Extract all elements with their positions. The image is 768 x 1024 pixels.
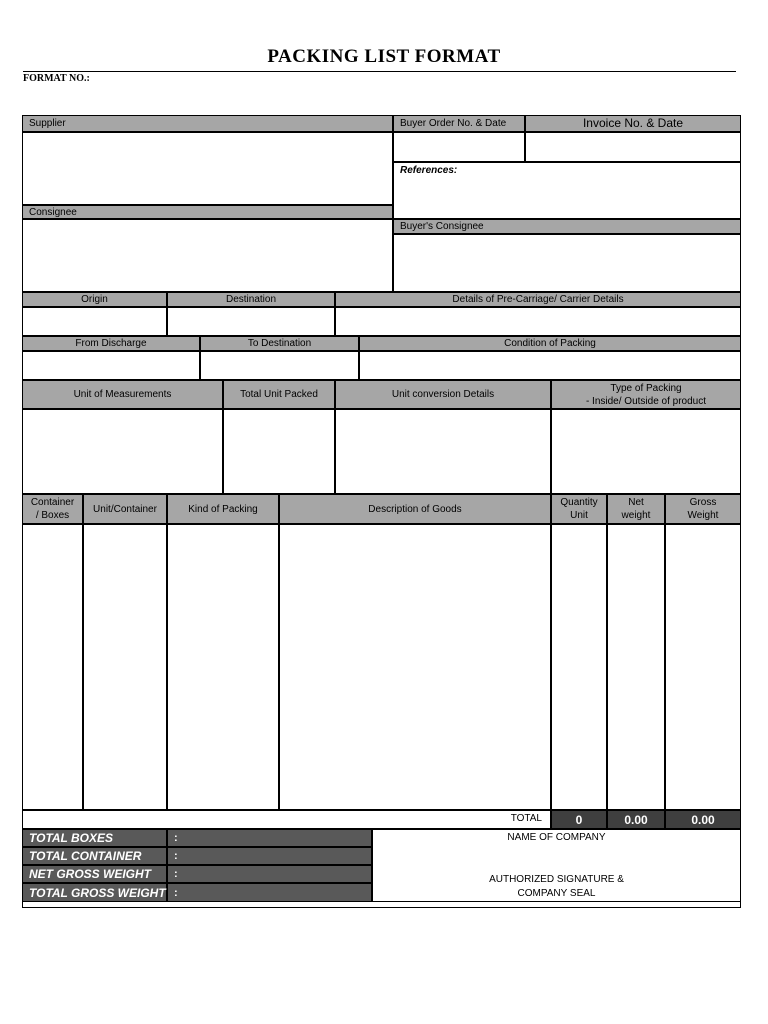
summary-total-container: TOTAL CONTAINER — [22, 847, 167, 865]
col-net-line-1: Net — [628, 497, 644, 508]
from-discharge-field[interactable] — [22, 351, 200, 380]
destination-field[interactable] — [167, 307, 335, 336]
body-col-gross[interactable] — [665, 524, 741, 810]
body-col-net[interactable] — [607, 524, 665, 810]
summary-total-gross-weight: TOTAL GROSS WEIGHT — [22, 883, 167, 902]
consignee-header: Consignee — [22, 205, 393, 219]
col-container-line-1: Container — [30, 497, 75, 508]
to-destination-field[interactable] — [200, 351, 359, 380]
type-packing-header — [551, 380, 741, 409]
body-col-container[interactable] — [22, 524, 83, 810]
body-col-kind-packing[interactable] — [167, 524, 279, 810]
summary-total-boxes-value[interactable]: : — [167, 829, 372, 847]
supplier-field[interactable] — [22, 132, 393, 205]
signature-line-1: AUTHORIZED SIGNATURE & — [489, 874, 624, 885]
conversion-header: Unit conversion Details — [335, 380, 551, 409]
col-kind-packing: Kind of Packing — [167, 494, 279, 524]
condition-packing-field[interactable] — [359, 351, 741, 380]
col-net-line-2: weight — [621, 510, 651, 521]
type-packing-field[interactable] — [551, 409, 741, 494]
page-title: PACKING LIST FORMAT — [267, 46, 501, 67]
total-gross-weight: 0.00 — [665, 810, 741, 829]
col-description: Description of Goods — [279, 494, 551, 524]
conversion-field[interactable] — [335, 409, 551, 494]
unit-measurements-field[interactable] — [22, 409, 223, 494]
pre-carriage-field[interactable] — [335, 307, 741, 336]
invoice-field[interactable] — [525, 132, 741, 162]
title-rule — [23, 71, 736, 72]
buyer-order-header: Buyer Order No. & Date — [393, 115, 525, 132]
total-net-weight: 0.00 — [607, 810, 665, 829]
type-packing-line-2: - Inside/ Outside of product — [585, 395, 707, 407]
references-label: References: — [400, 165, 458, 176]
origin-header: Origin — [22, 292, 167, 307]
supplier-header: Supplier — [22, 115, 393, 132]
from-discharge-header: From Discharge — [22, 336, 200, 351]
consignee-field[interactable] — [22, 219, 393, 292]
format-no-label: FORMAT NO.: — [23, 73, 90, 84]
col-gross-weight — [665, 494, 741, 524]
summary-total-gross-weight-value[interactable]: : — [167, 883, 372, 902]
type-packing-line-1: Type of Packing — [610, 382, 682, 394]
buyer-order-field[interactable] — [393, 132, 525, 162]
summary-net-gross-weight-value[interactable]: : — [167, 865, 372, 883]
summary-total-container-value[interactable]: : — [167, 847, 372, 865]
unit-measurements-header: Unit of Measurements — [22, 380, 223, 409]
pre-carriage-header: Details of Pre-Carriage/ Carrier Details — [335, 292, 741, 307]
total-unit-packed-header: Total Unit Packed — [223, 380, 335, 409]
col-quantity-line-1: Quantity — [560, 497, 598, 508]
condition-packing-header: Condition of Packing — [359, 336, 741, 351]
body-col-quantity[interactable] — [551, 524, 607, 810]
buyers-consignee-field[interactable] — [393, 234, 741, 292]
total-quantity: 0 — [551, 810, 607, 829]
company-name-label: NAME OF COMPANY — [507, 832, 606, 843]
body-col-description[interactable] — [279, 524, 551, 810]
col-unit-container: Unit/Container — [83, 494, 167, 524]
buyers-consignee-header: Buyer's Consignee — [393, 219, 741, 234]
signature-line-2: COMPANY SEAL — [517, 888, 596, 899]
summary-total-boxes: TOTAL BOXES — [22, 829, 167, 847]
references-field[interactable] — [393, 162, 741, 219]
summary-net-gross-weight: NET GROSS WEIGHT — [22, 865, 167, 883]
col-gross-line-2: Weight — [687, 510, 719, 521]
col-quantity — [551, 494, 607, 524]
total-label: TOTAL — [510, 813, 542, 824]
destination-header: Destination — [167, 292, 335, 307]
signature-box[interactable] — [372, 829, 741, 902]
origin-field[interactable] — [22, 307, 167, 336]
col-gross-line-1: Gross — [689, 497, 717, 508]
bottom-rule — [22, 907, 741, 908]
body-col-unit-container[interactable] — [83, 524, 167, 810]
total-label-cell — [22, 810, 551, 829]
col-quantity-line-2: Unit — [570, 510, 588, 521]
col-net-weight — [607, 494, 665, 524]
invoice-header: Invoice No. & Date — [525, 115, 741, 132]
to-destination-header: To Destination — [200, 336, 359, 351]
total-unit-packed-field[interactable] — [223, 409, 335, 494]
col-container-boxes — [22, 494, 83, 524]
col-container-line-2: / Boxes — [35, 510, 70, 521]
